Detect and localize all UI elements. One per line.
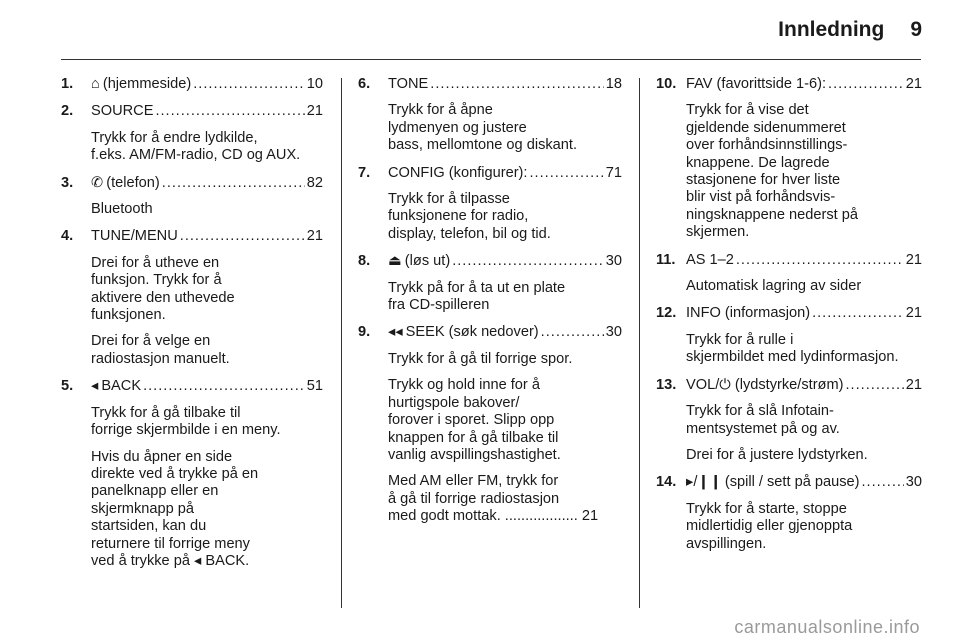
item-description: Trykk for å starte, stoppe midlertidig eller gjenoppta avspillingen.	[686, 500, 853, 552]
item-title: AS 1–2	[686, 251, 734, 268]
item-heading	[388, 165, 622, 182]
column-2	[358, 76, 622, 536]
item-number: 3.	[61, 174, 74, 191]
item-heading	[91, 378, 323, 395]
list-item	[358, 165, 622, 244]
list-item	[656, 305, 922, 366]
item-number: 5.	[61, 378, 74, 395]
item-heading	[388, 324, 622, 341]
item-description: Drei for å utheve en funksjon. Trykk for å aktivere den uthevede funksjonen.	[91, 254, 235, 324]
item-description: Trykk for å vise det gjeldende sidenummeret over forhåndsinnstillings- knappene. De lagrede stasjonene for hver liste blir vist på forhåndsvis- ningsknappene nederst på skjermen.	[686, 102, 859, 241]
header-rule	[61, 59, 921, 60]
item-description: Trykk for å gå til forrige spor.	[388, 350, 573, 367]
item-heading	[686, 76, 922, 93]
item-heading	[686, 252, 922, 269]
leader-dots	[155, 103, 304, 120]
list-item	[358, 253, 622, 314]
item-description: Trykk for å åpne lydmenyen og justere bass, mellomtone og diskant.	[388, 102, 578, 154]
item-heading	[91, 103, 323, 120]
list-item	[656, 252, 922, 296]
leader-dots	[430, 76, 603, 93]
item-description: Trykk og hold inne for å hurtigspole bakover/ forover i sporet. Slipp opp knappen for å gå tilbake til vanlig avspillingshastighet.	[388, 377, 561, 463]
list-item	[61, 378, 323, 570]
item-description: Med AM eller FM, trykk for å gå til forrige radiostasjon med godt mottak. .................. 21	[388, 473, 599, 525]
item-title: CONFIG (konfigurer):	[388, 164, 528, 181]
leader-dots	[529, 165, 603, 182]
item-heading	[388, 253, 622, 270]
item-description: Automatisk lagring av sider	[686, 278, 862, 295]
list-item	[358, 76, 622, 155]
item-title: BACK	[101, 378, 142, 395]
leader-dots	[143, 378, 305, 395]
leader-dots	[736, 252, 904, 269]
item-number: 9.	[358, 324, 371, 341]
column-divider-1	[341, 78, 342, 608]
item-number: 2.	[61, 103, 74, 120]
item-number: 4.	[61, 228, 74, 245]
item-heading	[686, 377, 922, 394]
item-heading	[91, 76, 323, 93]
play-pause-icon: ▸/❙❙	[686, 474, 722, 491]
item-heading	[91, 175, 323, 192]
item-title: VOL/⏻ (lydstyrke/strøm)	[686, 376, 844, 393]
item-description: Trykk for å tilpasse funksjonene for radio, display, telefon, bil og tid.	[388, 191, 551, 242]
item-description: Drei for å justere lydstyrken.	[686, 446, 868, 463]
list-item	[656, 76, 922, 242]
item-title: SEEK (søk nedover)	[405, 324, 539, 341]
page-reference: 21	[905, 376, 922, 393]
leader-dots	[180, 228, 305, 245]
item-number: 14.	[656, 474, 677, 491]
page-number: 9	[910, 18, 922, 41]
home-icon: ⌂	[91, 76, 100, 92]
leader-dots	[828, 76, 904, 93]
item-description: Trykk for å endre lydkilde, f.eks. AM/FM-radio, CD og AUX.	[91, 129, 301, 164]
page-reference: 30	[605, 253, 622, 270]
item-description: Trykk på for å ta ut en plate fra CD-spilleren	[388, 279, 566, 314]
item-title: (hjemmeside)	[102, 76, 192, 92]
item-title: TONE	[388, 76, 429, 92]
leader-dots	[862, 474, 904, 491]
item-heading	[686, 305, 922, 322]
phone-icon: ✆	[91, 174, 104, 191]
back-arrow-icon: ◂	[91, 378, 99, 395]
leader-dots	[452, 253, 604, 270]
leader-dots	[846, 377, 904, 394]
item-description: Trykk for å rulle i skjermbildet med lydinformasjon.	[686, 331, 899, 366]
item-heading	[388, 76, 622, 93]
item-title: SOURCE	[91, 103, 154, 120]
page-reference: 10	[306, 76, 323, 92]
item-number: 13.	[656, 376, 677, 393]
column-1	[61, 76, 323, 580]
page-reference: 30	[605, 324, 622, 341]
item-number: 10.	[656, 76, 677, 92]
item-description: Hvis du åpner en side direkte ved å trykke på en panelknapp eller en skjermknapp på startsiden, kan du returnere til forrige meny ved å trykke på ◂ BACK.	[91, 448, 259, 569]
section-title: Innledning	[778, 18, 885, 41]
item-title: (spill / sett på pause)	[724, 474, 860, 491]
leader-dots	[162, 175, 305, 192]
eject-icon: ⏏	[388, 253, 402, 270]
item-heading	[91, 228, 323, 245]
item-number: 1.	[61, 76, 74, 92]
page-reference: 21	[905, 305, 922, 322]
column-divider-2	[639, 78, 640, 608]
item-description: Drei for å velge en radiostasjon manuelt.	[91, 333, 230, 367]
leader-dots	[193, 76, 305, 93]
item-number: 8.	[358, 253, 371, 270]
item-number: 6.	[358, 76, 371, 92]
item-number: 7.	[358, 164, 371, 181]
item-number: 12.	[656, 305, 677, 322]
seek-back-icon: ◂◂	[388, 324, 403, 341]
item-title: INFO (informasjon)	[686, 305, 811, 322]
item-title: (løs ut)	[404, 253, 451, 270]
list-item	[61, 175, 323, 219]
page-reference: 21	[905, 76, 922, 92]
page-reference: 21	[306, 103, 323, 120]
page-reference: 21	[306, 228, 323, 245]
page-reference: 21	[905, 251, 922, 268]
page-header	[778, 18, 922, 42]
item-heading	[686, 474, 922, 491]
item-description: Trykk for å slå Infotain- mentsystemet på og av.	[686, 403, 840, 437]
list-item	[656, 474, 922, 553]
item-title: (telefon)	[106, 174, 160, 191]
watermark: carmanualsonline.info	[734, 617, 920, 637]
list-item	[61, 228, 323, 368]
leader-dots	[541, 324, 604, 341]
item-number: 11.	[656, 251, 676, 268]
column-3	[656, 76, 922, 563]
page-reference: 18	[605, 76, 622, 92]
item-description: Trykk for å gå tilbake til forrige skjermbilde i en meny.	[91, 404, 281, 439]
list-item	[61, 103, 323, 164]
page-reference: 71	[605, 164, 622, 181]
page-reference: 51	[306, 378, 323, 395]
page-reference: 30	[905, 474, 922, 491]
list-item	[358, 324, 622, 525]
page-reference: 82	[306, 174, 323, 191]
item-title: FAV (favorittside 1-6):	[686, 76, 827, 92]
list-item	[61, 76, 323, 93]
item-title: TUNE/MENU	[91, 228, 178, 245]
leader-dots	[812, 305, 904, 322]
list-item	[656, 377, 922, 465]
item-description: Bluetooth	[91, 201, 153, 218]
